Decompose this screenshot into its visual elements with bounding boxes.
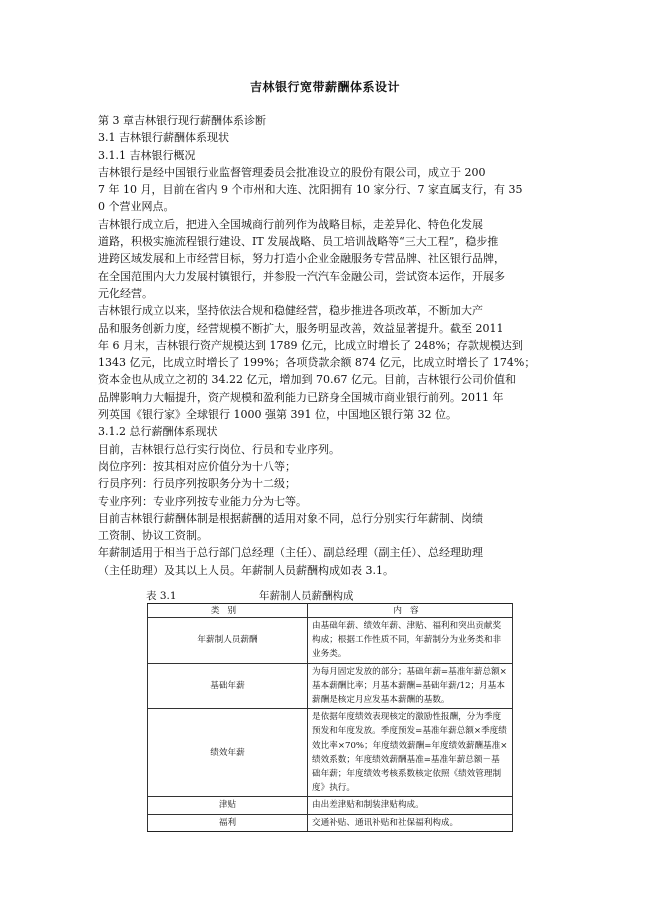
- text-line: 吉林银行是经中国银行业监督管理委员会批准设立的股份有限公司，成立于 200: [98, 165, 486, 179]
- text-line: 7 年 10 月，目前在省内 9 个市州和大连、沈阳拥有 10 家分行、7 家直属支行，有 35: [98, 183, 523, 197]
- chapter-heading: 第 3 章吉林银行现行薪酬体系诊断: [98, 114, 266, 127]
- text-line: （主任助理）及其以上人员。年薪制人员薪酬构成如表 3.1。: [98, 563, 394, 577]
- table-header-row: [148, 604, 513, 618]
- row-content: 为每月固定发放的部分；基础年薪=基准年薪总额×基本薪酬比率；月基本薪酬=基础年薪/12；月基本薪酬是核定月应发基本薪酬的基数。: [308, 663, 513, 709]
- table-caption: 年薪制人员薪酬构成: [259, 590, 354, 602]
- text-line: 在全国范围内大力发展村镇银行，并参股一汽汽车金融公司，尝试资本运作，开展多: [98, 269, 505, 283]
- text-line: 1343 亿元，比成立时增长了 199%；各项贷款余额 874 亿元，比成立时增长了 174%；: [98, 356, 536, 370]
- row-content: 交通补贴、通讯补贴和社保福利构成。: [308, 814, 513, 831]
- row-content: 由出差津贴和制装津贴构成。: [308, 797, 513, 814]
- row-category: 福利: [148, 814, 308, 831]
- salary-structure-table: [147, 603, 513, 832]
- text-line: 列英国《银行家》全球银行 1000 强第 391 位，中国地区银行第 32 位。: [98, 408, 457, 422]
- row-category: 津贴: [148, 797, 308, 814]
- subsection-heading: 3.1.1 吉林银行概况: [98, 148, 196, 162]
- text-line: 0 个营业网点。: [98, 200, 175, 214]
- table-row: [148, 814, 513, 831]
- text-line: 目前，吉林银行总行实行岗位、行员和专业序列。: [98, 442, 340, 456]
- text-line: 道路，积极实施流程银行建设、IT 发展战略、员工培训战略等“三大工程”，稳步推: [98, 235, 499, 249]
- text-line: 工资制、协议工资制。: [98, 529, 208, 543]
- text-line: 吉林银行成立以来，坚持依法合规和稳健经营，稳步推进各项改革，不断加大产: [98, 304, 483, 318]
- section-heading: 3.1 吉林银行薪酬体系现状: [98, 131, 229, 145]
- body-text: [98, 112, 560, 579]
- text-line: 行员序列：行员序列按职务分为十二级；: [98, 477, 296, 491]
- text-line: 年 6 月末，吉林银行资产规模达到 1789 亿元，比成立时增长了 248%；存款规模达到: [98, 338, 523, 352]
- text-line: 年薪制适用于相当于总行部门总经理（主任）、副总经理（副主任）、总经理助理: [98, 546, 483, 560]
- text-line: 专业序列：专业序列按专业能力分为七等。: [98, 494, 307, 508]
- text-line: 元化经营。: [98, 286, 153, 300]
- subsection-heading: 3.1.2 总行薪酬体系现状: [98, 425, 218, 439]
- text-line: 资本金也从成立之初的 34.22 亿元，增加到 70.67 亿元。目前，吉林银行公司价值和: [98, 373, 516, 387]
- text-line: 岗位序列：按其相对应价值分为十八等；: [98, 459, 296, 473]
- header-category: 类别: [148, 604, 308, 618]
- table-row: [148, 618, 513, 664]
- table-row: [148, 663, 513, 709]
- row-content: 是依据年度绩效表现核定的激励性报酬，分为季度预发和年度发放。季度预发=基准年薪总额×季度绩效比率×70%；年度绩效薪酬=年度绩效薪酬基准×绩效系数；年度绩效薪酬基准=基准年薪总额－基础年薪；年度绩效考核系数核定依照《绩效管理制度》执行。: [308, 709, 513, 797]
- row-category: 年薪制人员薪酬: [148, 618, 308, 664]
- row-category: 绩效年薪: [148, 709, 308, 797]
- table-row: [148, 709, 513, 797]
- document-title: 吉林银行宽带薪酬体系设计: [249, 80, 400, 94]
- text-line: 品牌影响力大幅提升，资产规模和盈利能力已跻身全国城市商业银行前列。2011 年: [98, 390, 504, 404]
- header-content: 内容: [308, 604, 513, 618]
- text-line: 目前吉林银行薪酬体制是根据薪酬的适用对象不同，总行分别实行年薪制、岗绩: [98, 511, 483, 525]
- row-category: 基础年薪: [148, 663, 308, 709]
- row-content: 由基础年薪、绩效年薪、津贴、福利和突出贡献奖构成；根据工作性质不同，年薪制分为业务类和非业务类。: [308, 618, 513, 664]
- table-number: 表 3.1: [146, 590, 177, 602]
- text-line: 吉林银行成立后，把进入全国城商行前列作为战略目标，走差异化、特色化发展: [98, 217, 483, 231]
- text-line: 品和服务创新力度，经营规模不断扩大，服务明显改善，效益显著提升。截至 2011: [98, 321, 504, 335]
- text-line: 进跨区域发展和上市经营目标，努力打造小企业金融服务专营品牌、社区银行品牌，: [98, 252, 505, 266]
- table-row: [148, 797, 513, 814]
